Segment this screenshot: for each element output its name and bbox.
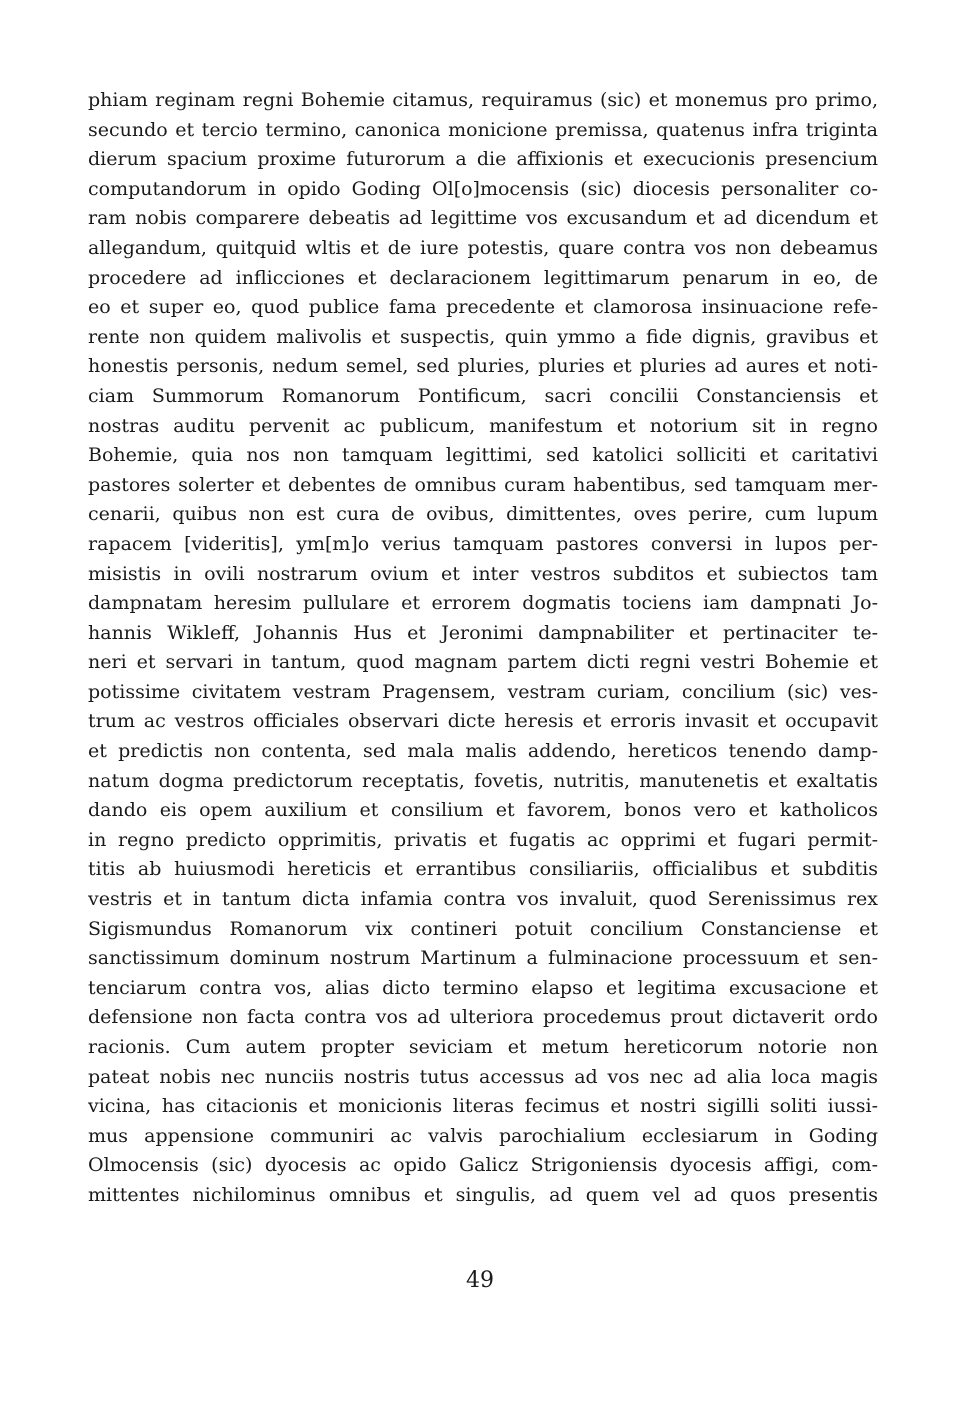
text-line: rapacem [videritis], ym[m]o verius tamquam pastores conversi in lupos per- xyxy=(88,532,878,555)
text-line: Olmocensis (sic) dyocesis ac opido Galicz Strigoniensis dyocesis affigi, com- xyxy=(88,1154,878,1177)
page-number: 49 xyxy=(466,1268,494,1293)
text-line: Bohemie, quia nos non tamquam legittimi, sed katolici solliciti et caritativi xyxy=(88,444,878,467)
body-text xyxy=(88,86,878,1211)
text-line: sanctissimum dominum nostrum Martinum a fulminacione processuum et sen- xyxy=(88,947,878,970)
text-line: pateat nobis nec nunciis nostris tutus accessus ad vos nec ad alia loca magis xyxy=(88,1065,878,1088)
text-line: mittentes nichilominus omnibus et singulis, ad quem vel ad quos presentis xyxy=(88,1183,878,1206)
text-line: cenarii, quibus non est cura de ovibus, dimittentes, oves perire, cum lupum xyxy=(88,503,878,526)
text-line: secundo et tercio termino, canonica monicione premissa, quatenus infra triginta xyxy=(88,118,878,141)
text-line: pastores solerter et debentes de omnibus curam habentibus, sed tamquam mer- xyxy=(88,473,878,496)
text-line: mus appensione communiri ac valvis parochialium ecclesiarum in Goding xyxy=(88,1124,878,1147)
text-line: in regno predicto opprimitis, privatis et fugatis ac opprimi et fugari permit- xyxy=(88,828,878,851)
text-line: titis ab huiusmodi hereticis et errantibus consiliariis, officialibus et subditis xyxy=(88,858,878,881)
text-line: allegandum, quitquid wltis et de iure potestis, quare contra vos non debeamus xyxy=(88,236,878,259)
text-line: dierum spacium proxime futurorum a die affixionis et execucionis presencium xyxy=(88,148,878,171)
text-line: vestris et in tantum dicta infamia contra vos invaluit, quod Serenissimus rex xyxy=(88,888,878,911)
text-line: procedere ad inflicciones et declaracionem legittimarum penarum in eo, de xyxy=(88,266,878,289)
text-line: eo et super eo, quod publice fama precedente et clamorosa insinuacione refe- xyxy=(88,296,878,319)
text-line: ciam Summorum Romanorum Pontificum, sacri concilii Constanciensis et xyxy=(88,384,878,407)
text-line: ram nobis comparere debeatis ad legittime vos excusandum et ad dicendum et xyxy=(88,207,878,230)
text-line: phiam reginam regni Bohemie citamus, requiramus (sic) et monemus pro primo, xyxy=(88,89,878,111)
text-line: rente non quidem malivolis et suspectis, quin ymmo a fide dignis, gravibus et xyxy=(88,325,878,348)
text-line: nostras auditu pervenit ac publicum, manifestum et notorium sit in regno xyxy=(88,414,878,437)
text-line: potissime civitatem vestram Pragensem, vestram curiam, concilium (sic) ves- xyxy=(88,680,878,703)
text-line: natum dogma predictorum receptatis, fovetis, nutritis, manutenetis et exaltatis xyxy=(88,769,878,792)
text-line: misistis in ovili nostrarum ovium et inter vestros subditos et subiectos tam xyxy=(88,562,878,585)
text-line: trum ac vestros officiales observari dicte heresis et erroris invasit et occupavit xyxy=(88,710,878,733)
text-line: honestis personis, nedum semel, sed pluries, pluries et pluries ad aures et noti- xyxy=(88,355,878,378)
text-line: vicina, has citacionis et monicionis literas fecimus et nostri sigilli soliti iussi- xyxy=(88,1095,878,1118)
text-line: et predictis non contenta, sed mala malis addendo, hereticos tenendo damp- xyxy=(88,740,878,763)
text-line: Sigismundus Romanorum vix contineri potuit concilium Constanciense et xyxy=(88,917,878,940)
text-line: tenciarum contra vos, alias dicto termino elapso et legitima excusacione et xyxy=(88,976,878,999)
text-line: hannis Wikleff, Johannis Hus et Jeronimi dampnabiliter et pertinaciter te- xyxy=(88,621,878,644)
text-line: dampnatam heresim pullulare et errorem dogmatis tociens iam dampnati Jo- xyxy=(88,592,878,615)
text-line: computandorum in opido Goding Ol[o]mocensis (sic) diocesis personaliter co- xyxy=(88,177,878,200)
text-line: neri et servari in tantum, quod magnam partem dicti regni vestri Bohemie et xyxy=(88,651,878,674)
text-line: defensione non facta contra vos ad ulteriora procedemus prout dictaverit ordo xyxy=(88,1006,878,1029)
text-line: dando eis opem auxilium et consilium et favorem, bonos vero et katholicos xyxy=(88,799,878,822)
text-line: racionis. Cum autem propter seviciam et metum hereticorum notorie non xyxy=(88,1036,878,1058)
